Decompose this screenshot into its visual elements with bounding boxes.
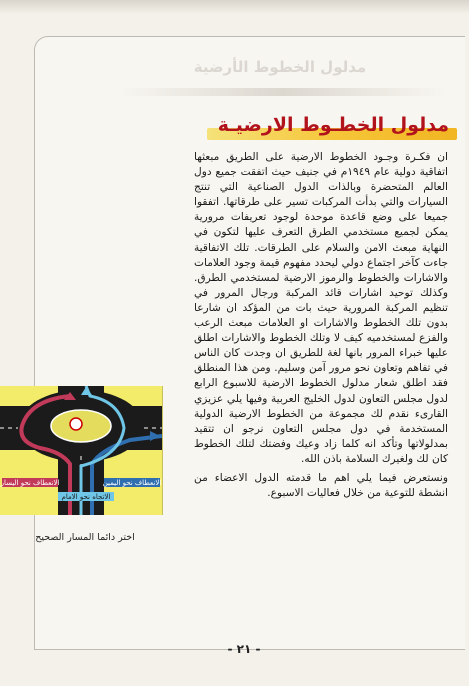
header-rule — [118, 88, 448, 96]
title-block — [197, 108, 457, 142]
paragraph-1: ان فكـرة وجـود الخطوط الارضية على الطريق مبعثها اتفاقية دولية عام ١٩٤٩م في جنيف حيث اتفقت جميع دول العالم المتحضرة وبالذات الدول الصناعية التي تنتج السيارات والتي بدأت المركبات تسير على طرقاتها. اتفقوا جميعا على وضع قاعدة موحدة لوجود تعريفات مرورية يمكن لجميع مستخدمي الطرق التعرف عليها لتكون في النهاية مبعث الامن والسلام على الطرقات. تلك الاتفاقية جاءت كآخر اجتماع دولي ليحدد مفهوم قيمة وجود العلامات والاشارات والخطوط والرموز الارضية لمستخدمي الطرق. وكذلك توحيد اشارات قائد المركبة ورجال المرور في تنظيم المركبة المرورية حيث بات من المؤكد ان شارعا بدون تلك الخطوط والاشارات او العلامات مبعث الرعب والفزع لمستخدميه كيف لا وتلك الخطوط والاشارات اطلق عليها خبراء المرور بانها لغة للطريق ان وجدت كان الناس في تفاهم وتعاون نحو مرور آمن وسليم. ومن هذا المنطلق فقد اطلق شعار مدلول الخطوط الارضية للاسبوع الرابع لدول مجلس التعاون لدول الخليج العربية وفيها يلي عزيزي القارىء نقدم لك مجموعة من الخطوط الارضية الدولية المستخدمة في دول مجلس التعاون نرجو ان تتقيد بمدلولاتها وتأكد انه كلما زاد وعيك وفضتك لتلك الخطوط كان لك ولغيرك السلامة باذن الله. — [194, 151, 448, 465]
page-number: - ٢١ - — [227, 642, 261, 656]
paragraph-2: ونستعرض فيما يلي اهم ما قدمته الدول الاعضاء من انشطة للتوعية من خلال فعاليات الاسبوع. — [194, 471, 448, 500]
straight-label: الاتجاه نحو الامام — [61, 493, 111, 501]
right-turn-label: الانعطاف نحو اليمين — [102, 479, 162, 487]
figure-caption: اختر دائما المسار الصحيح — [35, 532, 135, 543]
left-turn-label: الانعطاف نحو اليسار — [0, 479, 60, 487]
roundabout-diagram — [0, 386, 162, 515]
article-body — [194, 150, 448, 505]
page-edge — [0, 0, 469, 14]
roundabout-figure — [0, 386, 163, 515]
roundabout-sign-icon — [70, 418, 82, 430]
header-bleed-text: مدلول الخطوط الأرضية — [193, 58, 367, 76]
page-title: مدلول الخطـوط الارضيـة — [217, 114, 449, 136]
